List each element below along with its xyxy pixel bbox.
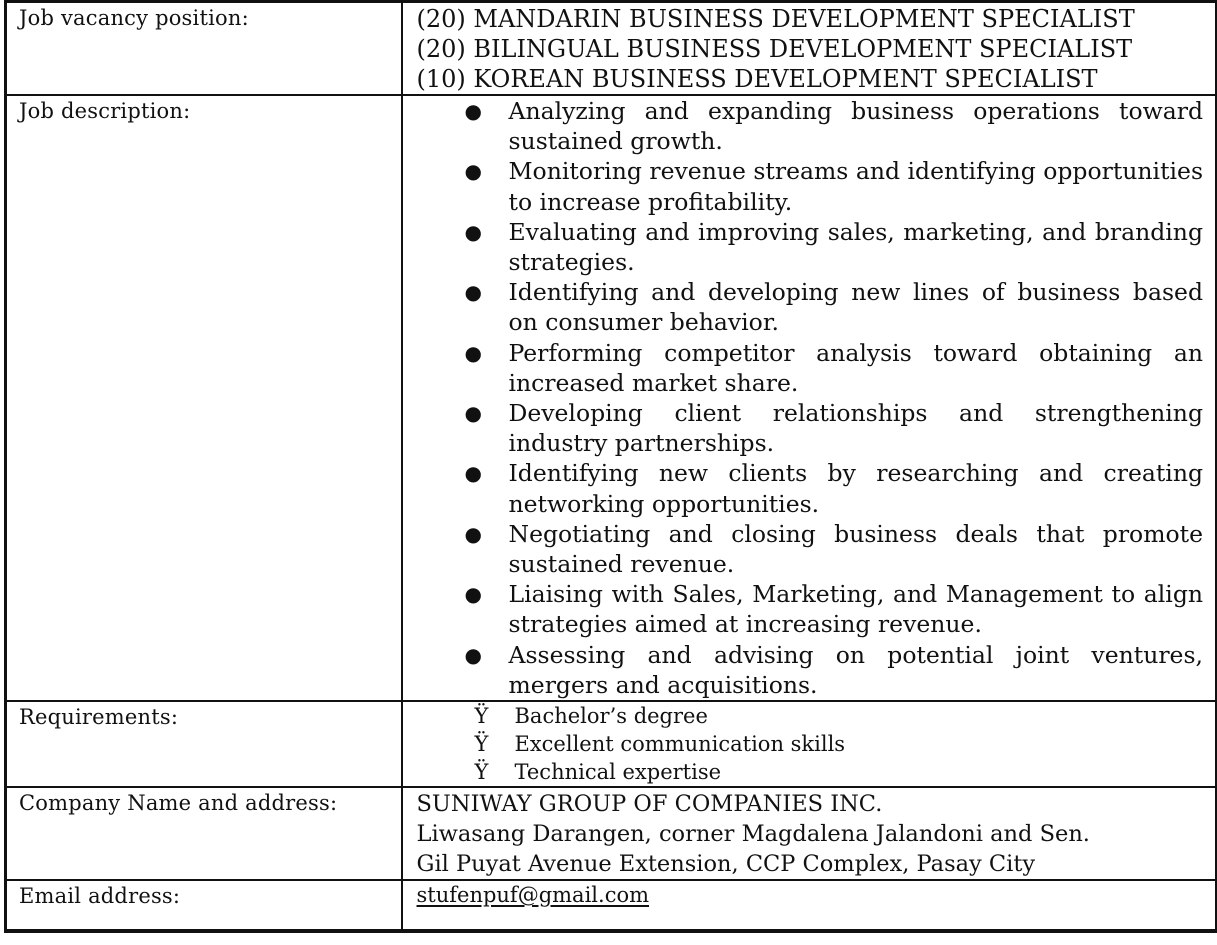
position-line: (10) KOREAN BUSINESS DEVELOPMENT SPECIALIST — [416, 65, 1098, 93]
description-item — [403, 217, 1204, 277]
bullet-icon: ● — [464, 521, 482, 546]
description-item-text: Analyzing and expanding business operations toward sustained growth. — [508, 97, 1203, 156]
company-row — [6, 787, 1217, 880]
bullet-icon: Ÿ — [474, 732, 489, 757]
email-row — [6, 880, 1217, 931]
position-label: Job vacancy position: — [6, 2, 402, 96]
requirements-label: Requirements: — [6, 701, 402, 787]
company-address-line: Gil Puyat Avenue Extension, CCP Complex, Pasay City — [416, 851, 1036, 878]
description-label: Job description: — [6, 95, 402, 701]
requirements-row — [6, 701, 1217, 787]
description-item — [403, 338, 1204, 398]
description-item-text: Liaising with Sales, Marketing, and Management to align strategies aimed at increasing revenue. — [508, 580, 1203, 639]
description-item-text: Identifying and developing new lines of business based on consumer behavior. — [508, 278, 1203, 337]
position-line: (20) BILINGUAL BUSINESS DEVELOPMENT SPECIALIST — [416, 35, 1133, 63]
description-item-text: Negotiating and closing business deals that promote sustained revenue. — [508, 519, 1203, 579]
bullet-icon: ● — [464, 159, 482, 184]
requirement-item-text: Excellent communication skills — [514, 732, 846, 757]
requirement-item — [403, 730, 1216, 758]
company-label: Company Name and address: — [6, 787, 402, 880]
description-item-text: Identifying new clients by researching and creating networking opportunities. — [508, 459, 1203, 518]
requirement-item-text: Technical expertise — [514, 760, 722, 785]
description-item-text: Evaluating and improving sales, marketing, and branding strategies. — [508, 217, 1203, 277]
description-item — [403, 156, 1204, 216]
description-list — [403, 96, 1204, 700]
position-values — [402, 2, 1217, 96]
job-details-table — [4, 0, 1217, 933]
bullet-icon: ● — [464, 280, 482, 305]
bullet-icon: Ÿ — [474, 760, 489, 785]
company-address-line: Liwasang Darangen, corner Magdalena Jalandoni and Sen. — [416, 821, 1090, 848]
bullet-icon: ● — [464, 340, 482, 365]
bullet-icon: ● — [464, 99, 482, 123]
description-item — [403, 96, 1204, 156]
bullet-icon: ● — [464, 642, 482, 667]
description-values — [402, 95, 1217, 701]
company-name: SUNIWAY GROUP OF COMPANIES INC. — [416, 791, 883, 818]
description-item — [403, 640, 1204, 700]
position-row — [6, 2, 1217, 96]
bullet-icon: ● — [464, 401, 482, 426]
email-link[interactable]: stufenpuf@gmail.com — [416, 883, 650, 908]
requirement-item — [403, 758, 1216, 786]
description-item-text: Assessing and advising on potential joint ventures, mergers and acquisitions. — [508, 640, 1203, 699]
bullet-icon: Ÿ — [474, 704, 489, 729]
requirement-item — [403, 702, 1216, 730]
requirements-list — [403, 702, 1216, 786]
description-row — [6, 95, 1217, 701]
description-item — [403, 579, 1204, 639]
description-item — [403, 458, 1204, 518]
description-item — [403, 398, 1204, 458]
requirement-item-text: Bachelor’s degree — [514, 704, 708, 729]
email-label: Email address: — [6, 880, 402, 931]
bullet-icon: ● — [464, 219, 482, 244]
description-item-text: Performing competitor analysis toward obtaining an increased market share. — [508, 338, 1203, 397]
bullet-icon: ● — [464, 582, 482, 607]
description-item — [403, 519, 1204, 579]
description-item-text: Monitoring revenue streams and identifying opportunities to increase profitability. — [508, 157, 1203, 216]
description-item — [403, 277, 1204, 337]
company-values — [402, 787, 1217, 880]
description-item-text: Developing client relationships and strengthening industry partnerships. — [508, 399, 1203, 458]
requirements-values — [402, 701, 1217, 787]
bullet-icon: ● — [464, 461, 482, 486]
email-values — [402, 880, 1217, 931]
position-line: (20) MANDARIN BUSINESS DEVELOPMENT SPECIALIST — [416, 5, 1135, 33]
